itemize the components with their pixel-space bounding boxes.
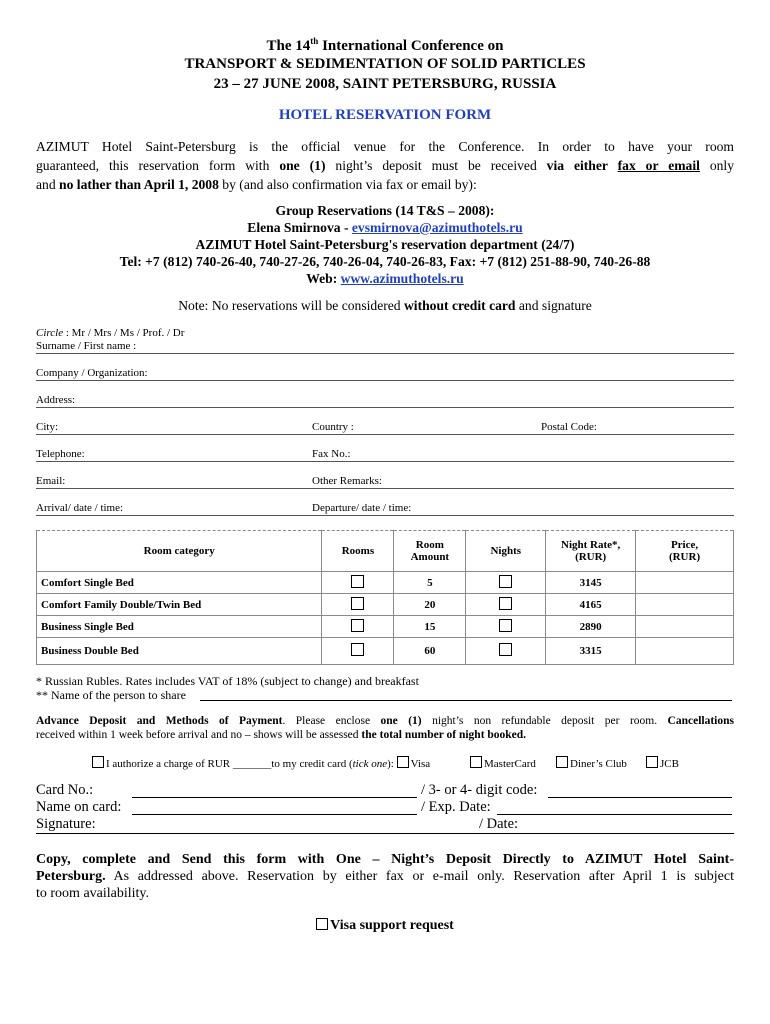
contact-person: Elena Smirnova - evsmirnova@azimuthotels.ru	[247, 220, 523, 235]
header-nights: Nights	[466, 531, 546, 572]
footnote-share: ** Name of the person to share	[36, 688, 186, 702]
conference-dates: 23 – 27 JUNE 2008, SAINT PETERSBURG, RUSSIA	[213, 76, 557, 92]
diners-option: Diner’s Club	[556, 756, 627, 770]
jcb-option: JCB	[646, 756, 679, 770]
authorize-line: I authorize a charge of RUR _______to my credit card (tick one): Visa	[92, 756, 430, 770]
fax-label: Fax No.:	[312, 448, 351, 460]
night-rate-cell: 3145	[546, 572, 636, 594]
visa-support-label: Visa support request	[330, 918, 454, 933]
price-cell[interactable]	[636, 572, 734, 594]
room-category-cell: Comfort Family Double/Twin Bed	[37, 594, 322, 616]
contact-email-link[interactable]: evsmirnova@azimuthotels.ru	[351, 220, 523, 235]
exp-date-input[interactable]	[497, 814, 732, 815]
surname-label: Surname / First name :	[36, 340, 137, 352]
title-line1-pre: The 14	[266, 38, 311, 54]
digit-code-label: / 3- or 4- digit code:	[421, 782, 538, 798]
reservation-department: AZIMUT Hotel Saint-Petersburg's reservation department (24/7)	[195, 237, 575, 252]
header-room-category: Room category	[37, 531, 322, 572]
visa-support-option	[0, 918, 770, 934]
city-label: City:	[36, 421, 59, 433]
name-on-card-label: Name on card:	[36, 799, 122, 815]
room-category-cell: Business Single Bed	[37, 616, 322, 638]
website-link[interactable]: www.azimuthotels.ru	[340, 271, 464, 286]
table-row	[37, 572, 734, 594]
form-title: HOTEL RESERVATION FORM	[278, 107, 492, 123]
room-amount-cell: 15	[394, 616, 466, 638]
nights-checkbox[interactable]	[499, 597, 512, 610]
city-input-line[interactable]	[36, 434, 734, 435]
room-table	[36, 530, 734, 665]
table-row	[37, 638, 734, 665]
night-rate-cell: 2890	[546, 616, 636, 638]
group-reservations: Group Reservations (14 T&S – 2008):	[275, 203, 495, 218]
circle-title-field: Circle : Mr / Mrs / Ms / Prof. / Dr	[36, 327, 185, 339]
company-label: Company / Organization:	[36, 367, 148, 379]
remarks-label: Other Remarks:	[312, 475, 382, 487]
room-amount-cell: 5	[394, 572, 466, 594]
price-cell[interactable]	[636, 616, 734, 638]
conference-title	[0, 36, 770, 55]
email-label: Email:	[36, 475, 66, 487]
rooms-checkbox[interactable]	[351, 597, 364, 610]
title-sup: th	[310, 36, 319, 46]
mastercard-option: MasterCard	[470, 756, 536, 770]
country-label: Country :	[312, 421, 354, 433]
address-label: Address:	[36, 394, 76, 406]
contact-block	[0, 202, 770, 287]
mastercard-checkbox[interactable]	[470, 756, 482, 768]
signature-input-line[interactable]	[36, 833, 734, 834]
closing-paragraph: Copy, complete and Send this form with One – Night’s Deposit Directly to AZIMUT Hotel Saint- Petersburg. As addressed above. Reservation by either fax or e-mail only. Reservation after April 1 is subject to room availability.	[36, 852, 734, 901]
nights-checkbox[interactable]	[499, 643, 512, 656]
intro-line-2: guaranteed, this reservation form with one (1) night’s deposit must be received via either fax or email only	[36, 158, 735, 173]
note-line: Note: No reservations will be considered without credit card and signature	[178, 298, 592, 313]
nights-checkbox[interactable]	[499, 619, 512, 632]
share-name-line[interactable]	[200, 700, 732, 701]
rooms-checkbox[interactable]	[351, 643, 364, 656]
company-input-line[interactable]	[36, 380, 734, 381]
sign-date-label: / Date:	[479, 816, 519, 832]
signature-label: Signature:	[36, 816, 96, 832]
conference-subtitle: TRANSPORT & SEDIMENTATION OF SOLID PARTICLES	[184, 56, 586, 72]
card-number-label: Card No.:	[36, 782, 94, 798]
jcb-checkbox[interactable]	[646, 756, 658, 768]
header-price: Price, (RUR)	[636, 531, 734, 572]
table-row	[37, 616, 734, 638]
arrival-input-line[interactable]	[36, 515, 734, 516]
arrival-label: Arrival/ date / time:	[36, 502, 124, 514]
surname-input-line[interactable]	[36, 353, 734, 354]
night-rate-cell: 4165	[546, 594, 636, 616]
telephone-input-line[interactable]	[36, 461, 734, 462]
header-room-amount: Room Amount	[394, 531, 466, 572]
departure-label: Departure/ date / time:	[312, 502, 412, 514]
table-row	[37, 594, 734, 616]
visa-label: Visa	[410, 758, 431, 770]
title-line1-post: International Conference on	[318, 38, 504, 54]
room-category-cell: Business Double Bed	[37, 638, 322, 665]
postal-code-label: Postal Code:	[541, 421, 597, 433]
address-input-line[interactable]	[36, 407, 734, 408]
table-header-row	[37, 531, 734, 572]
contact-phones: Tel: +7 (812) 740-26-40, 740-27-26, 740-26-04, 740-26-83, Fax: +7 (812) 251-88-90, 740-26-88	[119, 254, 651, 269]
footnote-rates: * Russian Rubles. Rates includes VAT of 18% (subject to change) and breakfast	[36, 674, 419, 688]
authorize-checkbox[interactable]	[92, 756, 104, 768]
visa-support-checkbox[interactable]	[316, 918, 328, 930]
room-amount-cell: 20	[394, 594, 466, 616]
rooms-checkbox[interactable]	[351, 575, 364, 588]
night-rate-cell: 3315	[546, 638, 636, 665]
intro-line-3: and no lather than April 1, 2008 by (and also confirmation via fax or email by):	[36, 177, 477, 192]
contact-web: Web: www.azimuthotels.ru	[306, 271, 464, 286]
room-category-cell: Comfort Single Bed	[37, 572, 322, 594]
visa-checkbox[interactable]	[397, 756, 409, 768]
digit-code-input[interactable]	[548, 797, 732, 798]
price-cell[interactable]	[636, 594, 734, 616]
telephone-label: Telephone:	[36, 448, 85, 460]
diners-checkbox[interactable]	[556, 756, 568, 768]
room-amount-cell: 60	[394, 638, 466, 665]
rooms-checkbox[interactable]	[351, 619, 364, 632]
price-cell[interactable]	[636, 638, 734, 665]
nights-checkbox[interactable]	[499, 575, 512, 588]
header-rooms: Rooms	[322, 531, 394, 572]
name-on-card-input[interactable]	[132, 814, 417, 815]
deposit-paragraph: Advance Deposit and Methods of Payment. Please enclose one (1) night’s non refundable deposit per room. Cancellations received within 1 week before arrival and no – shows will be assessed the total number of night booked.	[36, 715, 734, 741]
intro-line-1: AZIMUT Hotel Saint-Petersburg is the official venue for the Conference. In order to have your room	[36, 139, 734, 154]
exp-date-label: / Exp. Date:	[421, 799, 491, 815]
header-night-rate: Night Rate*, (RUR)	[546, 531, 636, 572]
email-input-line[interactable]	[36, 488, 734, 489]
card-number-input[interactable]	[132, 797, 417, 798]
intro-paragraph	[36, 137, 734, 194]
